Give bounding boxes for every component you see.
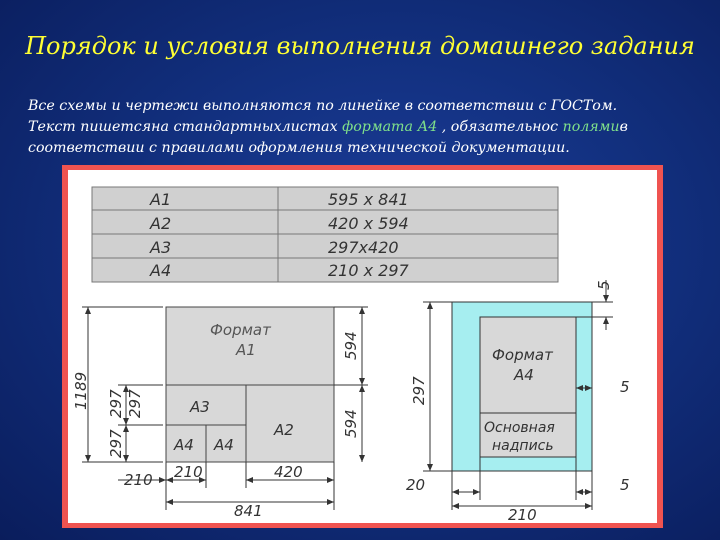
body-line-2-d: , обязательно [437, 119, 551, 135]
dim-297-upper: 297 [107, 389, 125, 418]
body-line-2 [28, 117, 708, 138]
formats-table [92, 187, 558, 282]
body-line-1: Все схемы и чертежи выполняются по линейке в соответствии с ГОСТом. [28, 98, 618, 114]
a4-dim-bottom-right: 5 [620, 476, 630, 494]
a4-dim-width: 210 [508, 506, 537, 523]
a4-dim-left-margin: 20 [406, 476, 426, 494]
highlight-margins: полями [562, 119, 620, 135]
body-line-2-a: Текст пишется [28, 119, 152, 135]
dim-210-b: 210 [174, 463, 203, 481]
slide-body-text [28, 96, 708, 159]
sheet-a1-label-1: Формат [210, 321, 271, 339]
dim-841: 841 [234, 502, 263, 520]
dim-594-lower: 594 [342, 409, 360, 438]
sheet-a4-left-label: A4 [174, 436, 194, 454]
table-cell-name: A4 [150, 261, 172, 280]
table-cell-name: A1 [150, 190, 172, 209]
a4-label-2: A4 [514, 366, 534, 384]
a4-detail [452, 302, 592, 471]
sheet-a1-label-2: A1 [236, 341, 256, 359]
table-cell-size: 420 x 594 [328, 214, 409, 233]
dim-210-left: 210 [124, 471, 153, 489]
sheet-a2-label: A2 [274, 421, 294, 439]
figure-canvas [68, 170, 657, 523]
highlight-format-a4: формата А4 [342, 119, 438, 135]
table-cell-size: 210 x 297 [328, 261, 409, 280]
body-line-3: соответствии с правилами оформления технической документации. [28, 140, 570, 156]
a4-stamp-label-2: надпись [492, 438, 554, 454]
sheet-a3-label: A3 [190, 398, 210, 416]
a4-label-1: Формат [492, 346, 553, 364]
dim-420: 420 [274, 463, 303, 481]
dim-297-lower: 297 [107, 429, 125, 458]
dim-total-height: 1189 [72, 371, 90, 410]
slide-title: Порядок и условия выполнения домашнего задания [25, 32, 695, 60]
table-cell-size: 595 x 841 [328, 190, 409, 209]
sheet-layout [166, 307, 334, 462]
body-line-2-f: в [619, 119, 628, 135]
dim-594-upper: 594 [342, 331, 360, 360]
body-line-2-b: на стандартных [151, 119, 282, 135]
table-cell-name: A2 [150, 214, 172, 233]
a4-dim-height: 297 [410, 376, 428, 405]
sheet-a4-right-label: A4 [214, 436, 234, 454]
body-line-2-e: с [550, 119, 563, 135]
a4-stamp-label-1: Основная [484, 420, 555, 436]
figure-frame [62, 165, 663, 528]
a4-dim-right-margin: 5 [620, 378, 630, 396]
table-cell-size: 297x420 [328, 238, 399, 257]
table-cell-name: A3 [150, 238, 172, 257]
dim-297-a: 297 [126, 389, 144, 418]
formats-figure [68, 170, 657, 523]
a4-dim-top-margin: 5 [595, 280, 613, 290]
body-line-2-c: листах [281, 119, 343, 135]
a4-work-field [480, 317, 576, 457]
